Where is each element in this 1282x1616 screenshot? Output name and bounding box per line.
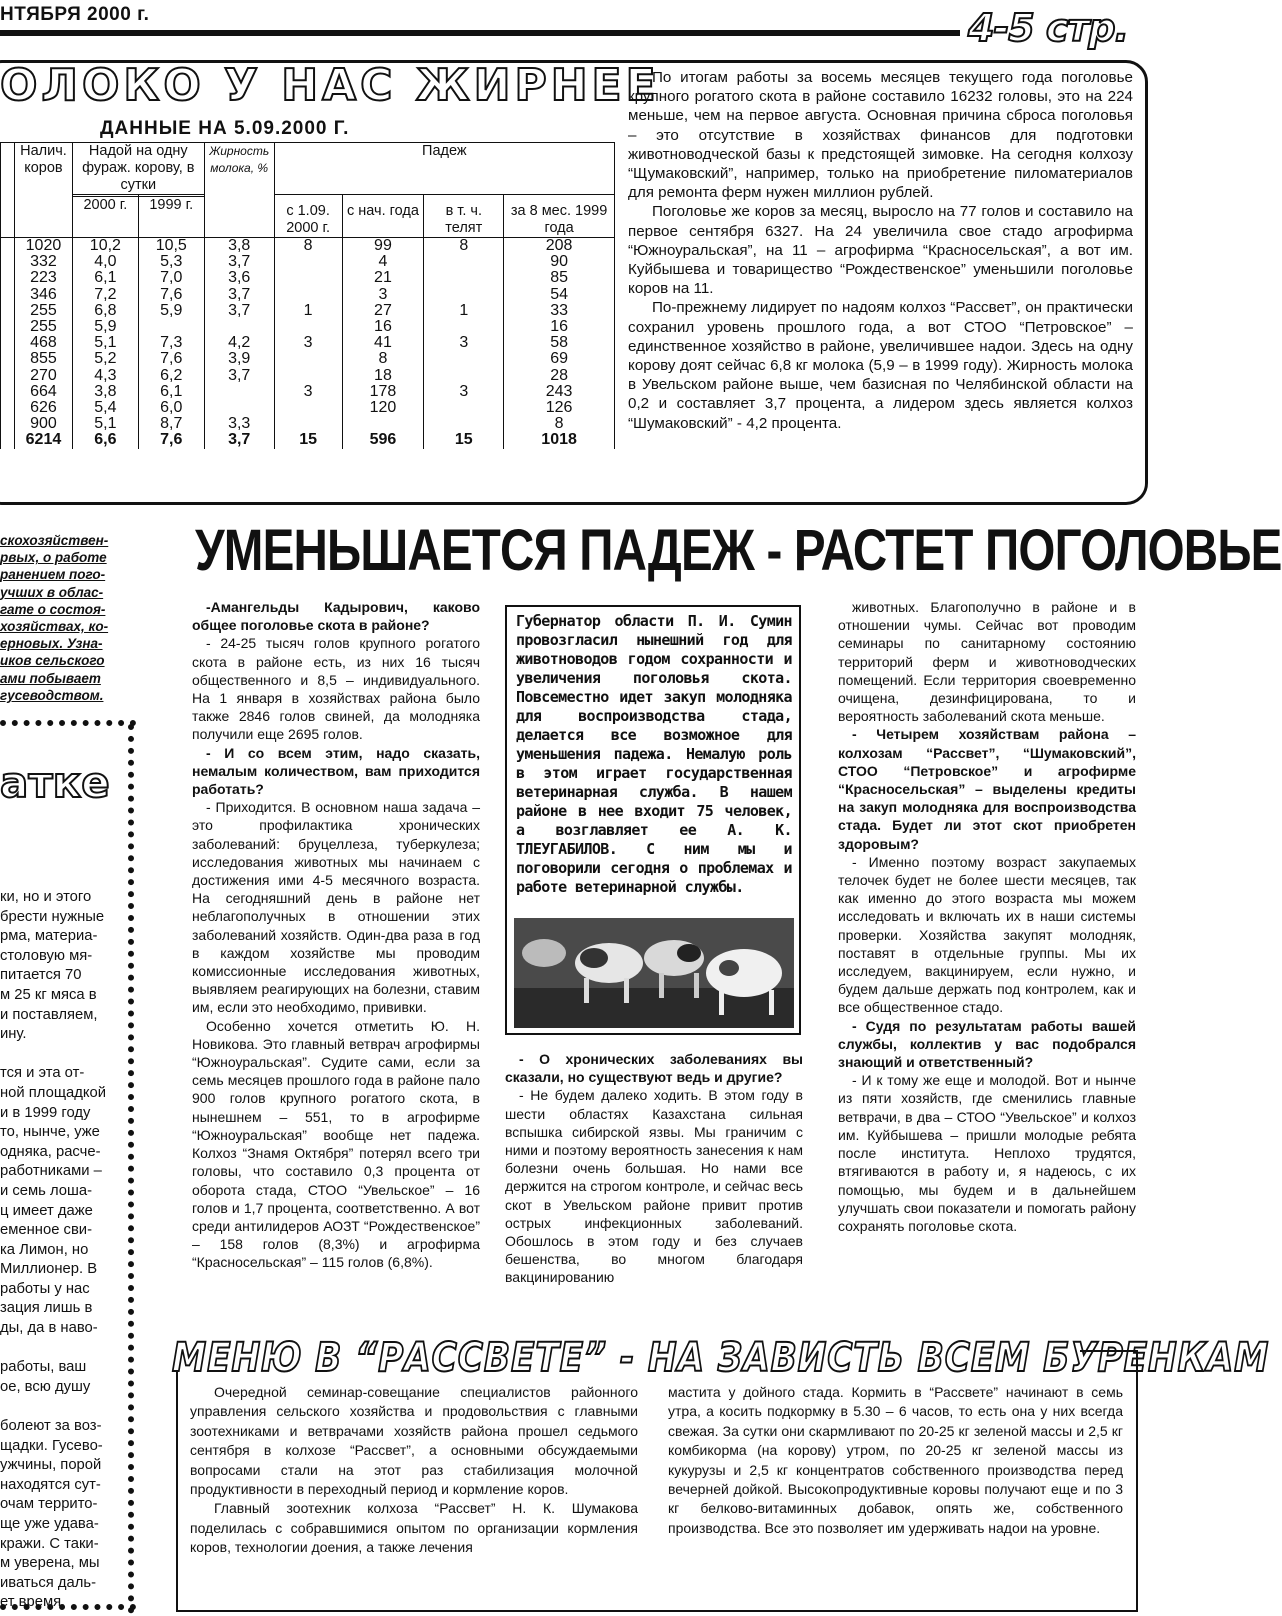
table-header-from-start: с нач. года [342,195,424,238]
table-cell [424,287,504,303]
table-cell: 33 [504,303,615,319]
interview-question: - О хронических заболеваниях вы сказали, но существуют ведь и другие? [505,1051,803,1086]
table-cell [204,384,274,400]
text-line: тся и эта от- [0,1065,85,1082]
table-cell: 3,7 [204,303,274,319]
table-cell: 58 [504,335,615,351]
paragraph: мастита у дойного стада. Кормить в “Рассвете” начинают в семь утра, а косить подкормку в 5.30 – 6 часов, то есть она у них всегда свежая. За сутки они скармливают по 20-25 кг зеленой массы и 2,5 кг комбикорма (на корову) утром, по 20-25 кг зеленой массы из кукурузы и 2,5 кг концентратов собственного производства перед вечерней дойкой. Высокопродуктивные коровы получают еще и по 3 кг белково-витаминных добавок, опять же, собственного производства. Все это позволяет им удерживать надои на уровне. [668,1384,1123,1536]
table-cell: 855 [14,351,72,367]
interview-answer: - И к тому же еще и молодой. Вот и нынче из пяти хозяйств, где сменились главные ветврачи, в два – СТОО “Увельское” и колхоз им. Куйбышева – пришли молодые ребята после института. Неплохо трудятся, втягиваются в работу и, я надеюсь, с их помощью, мы будем и в дальнейшем улучшать свои показатели и помогать району сохранять поголовье скота. [838,1072,1136,1234]
text-line: ды, да в наво- [0,1320,98,1337]
table-cell: 27 [342,303,424,319]
table-row [1,335,615,351]
table-title: ДАННЫЕ НА 5.09.2000 Г. [100,118,350,139]
interview-answer: - Именно поэтому возраст закупаемых телочек будет не более шести месяцев, так как именно до этого возраста мы можем исследовать и включать их в наши системы проверки. Хозяйства закупят молодняк, поставят в отдельные группы. Мы их исследуем, вакцинируем, если нужно, и будем дальше держать под контролем, как и все общественное стадо. [838,853,1136,1016]
table-cell: 8 [342,351,424,367]
text-line: ц имеет даже [0,1202,93,1219]
table-cell: 7,3 [138,335,204,351]
left-frame-border [0,720,136,726]
text-line: болеют за воз- [0,1418,102,1435]
table-total-cell: 15 [274,432,342,448]
text-line: работы у нас [0,1280,90,1297]
table-cell [342,416,424,432]
table-cell [274,287,342,303]
table-cell: 85 [504,270,615,286]
table-cell: 1 [274,303,342,319]
table-cell: 346 [14,287,72,303]
table-cell [274,319,342,335]
table-cell [274,254,342,270]
text-line: рма, материа- [0,928,98,945]
table-cell: 332 [14,254,72,270]
table-cell: 6,8 [72,303,138,319]
text-line: очам террито- [0,1496,98,1513]
table-cell: 3 [274,384,342,400]
table-cell: 178 [342,384,424,400]
table-total-row [1,432,615,448]
table-cell: 243 [504,384,615,400]
interview-question: - Четырем хозяйствам района – колхозам “Рассвет”, “Шумаковский”, СТОО “Петровское” и агрофирме “Красносельская” – выделены кредиты на закуп молодняка для воспроизводства стада. Будет ли этот скот приобретен здоровым? [838,726,1136,852]
menu-article-column-2 [668,1383,1123,1538]
table-cell [424,351,504,367]
dairy-stats-table [0,142,615,449]
text-line: ки, но и этого [0,889,92,905]
text-line [0,1397,124,1417]
text-line [0,1045,124,1065]
table-cell: 223 [14,270,72,286]
table-cell: 120 [342,400,424,416]
paragraph: Поголовье же коров за месяц, выросло на 77 голов и составило на первое сентября 6327. На 24 увеличила свое стадо агрофирма “Южноуральская”, на 11 – агрофирма “Красносельская”, а вот им. Куйбышева и товарищество “Рождественское” уменьшили поголовье коров на 11. [628,203,1133,298]
interview-answer: - Приходится. В основном наша задача – это профилактика хронических заболеваний: бруцеллеза, туберкулеза; исследования животных мы начинаем с достижения ими 4-5 месячного возраста. На сегодняшний день в районе нет неблагополучных в отношении этих заболеваний хозяйств. Один-два раза в год в каждом хозяйстве мы проводим комиссионные исследования животных, выявляем реагирующих на болезни, ставим им, если это необходимо, прививки. [192,799,480,1016]
table-cell [424,319,504,335]
table-cell: 3,7 [204,368,274,384]
text-line: ужчины, порой [0,1457,102,1474]
table-cell: 3 [274,335,342,351]
main-article-column-2 [505,1050,803,1287]
table-cell: 126 [504,400,615,416]
table-cell: 3,9 [204,351,274,367]
table-row [1,270,615,286]
table-header-since: с 1.09. 2000 г. [274,195,342,238]
table-cell: 5,3 [138,254,204,270]
text-line: м уверена, мы [0,1555,100,1572]
table-header-calves: в т. ч. телят [424,195,504,238]
text-line: ка Лимон, но [0,1241,89,1258]
table-cell: 5,9 [138,303,204,319]
paragraph: По-прежнему лидирует по надоям колхоз “Рассвет”, он практически сохранил уровень прошлого года, а вот СТОО “Петровское” – единственное хозяйство в районе, увеличившее надои. Здесь на одну корову доят сейчас 6,8 кг молока (5,9 – в 1999 году). Жирность молока в Увельском районе выше, чем базисная по Челябинской области на 0,2 и составляет 3,7 процента, а лидером здесь является колхоз “Шумаковский” - 4,2 процента. [628,299,1133,432]
cattle-photo [514,918,794,1028]
issue-date: НТЯБРЯ 2000 г. [0,4,150,25]
table-total-cell: 1018 [504,432,615,448]
table-cell: 7,6 [138,351,204,367]
interview-answer: Особенно хочется отметить Ю. Н. Новикова. Это главный ветврач агрофирмы “Южноуральская”. Судите сами, если за семь месяцев прошлого года в районе пало 900 голов крупного рогатого скота, в нынешнем – 551, то в агрофирме “Южноуральская” вообще нет падежа. Колхоз “Знамя Октября” потерял всего три головы, что составило 0,3 процента от оборота стада, СТОО “Увельское” – 16 голов и 1,7 процента, соответственно. А вот среди антилидеров АОЗТ “Рождественское” – 158 голов (8,3%) и агрофирма “Красносельская” – 115 голов (6,8%). [192,1017,480,1271]
table-cell: 18 [342,368,424,384]
table-cell: 5,1 [72,416,138,432]
table-row [1,254,615,270]
table-cell: 54 [504,287,615,303]
cattle-photo-image [514,918,794,1028]
main-article-column-1 [192,598,480,1272]
table-cell: 6,1 [72,270,138,286]
table-cell [204,319,274,335]
table-header-farm [1,143,15,238]
text-line: зация лишь в [0,1300,93,1317]
left-article-text [0,888,124,1613]
table-cell: 1020 [14,238,72,255]
text-line: еменное сви- [0,1222,92,1239]
table-cell: 99 [342,238,424,255]
table-cell: 3,7 [204,287,274,303]
text-line: иваться даль- [0,1574,97,1591]
table-row [1,319,615,335]
interview-answer: - Не будем далеко ходить. В этом году в шести областях Казахстана сильная вспышка сибирской язвы. Мы граничим с ними и поэтому вероятность занесения к нам болезни очень большая. Но нами все держится на строгом контроле, и сейчас весь скот в Увельском районе привит против острых инфекционных заболеваний. Обошлось в этом году и без случаев бешенства, во многом благодаря вакцинированию [505,1087,803,1286]
table-row [1,416,615,432]
table-cell [274,351,342,367]
table-cell: 3,8 [72,384,138,400]
table-header-loss: Падеж [274,143,614,195]
table-cell: 255 [14,303,72,319]
table-cell: 5,9 [72,319,138,335]
table-cell [274,400,342,416]
text-line: кражи. С таки- [0,1535,99,1552]
text-line: ще уже удава- [0,1516,99,1532]
table-cell: 7,6 [138,287,204,303]
table-cell: 900 [14,416,72,432]
table-cell: 28 [504,368,615,384]
interview-question: - И со всем этим, надо сказать, немалым количеством, вам приходится работать? [192,744,480,798]
text-line: ной площадкой [0,1084,106,1101]
table-row [1,384,615,400]
table-row [1,287,615,303]
table-total-cell: 15 [424,432,504,448]
text-line: столовую мя- [0,947,93,964]
table-cell: 8 [504,416,615,432]
table-cell: 16 [504,319,615,335]
table-cell [138,319,204,335]
table-cell: 1 [424,303,504,319]
table-header-yield: Надой на одну фураж. корову, в сутки [72,143,204,195]
table-row [1,400,615,416]
lead-text: Губернатор области П. И. Сумин провозгласил нынешний год для животноводов годом сохранности и увеличения поголовья скота. Повсеместно идет закуп молодняка для воспроизводства стада, делается все возможное для уменьшения падежа. Немалую роль в этом играет государственная ветеринарная служба. В нашем районе в нее входит 75 человек, а возглавляет ее А. К. ТЛЕУГАБИЛОВ. С ним мы и поговорили сегодня о проблемах и работе ветеринарной службы. [516,612,792,896]
table-cell: 5,1 [72,335,138,351]
table-cell: 41 [342,335,424,351]
table-cell [274,270,342,286]
interview-question: -Амангельды Кадырович, каково общее поголовье скота в районе? [192,599,480,634]
table-cell: 4,0 [72,254,138,270]
table-cell: 4,2 [204,335,274,351]
table-total-cell: 6214 [14,432,72,448]
table-cell: 3,3 [204,416,274,432]
table-cell: 468 [14,335,72,351]
menu-article-column-1 [190,1383,638,1558]
table-cell [424,400,504,416]
table-cell: 90 [504,254,615,270]
text-line: и в 1999 году [0,1104,91,1121]
table-cell: 10,5 [138,238,204,255]
table-cell: 6,2 [138,368,204,384]
table-cell: 10,2 [72,238,138,255]
menu-article-frame [1080,1350,1138,1372]
text-line: и поставляем, [0,1006,98,1023]
text-line: м 25 кг мяса в [0,986,97,1003]
table-cell: 3,6 [204,270,274,286]
text-line: ет время. [0,1594,66,1611]
table-cell: 4,3 [72,368,138,384]
page-numbers: 4-5 стр. [968,6,1129,50]
table-header-eight-months: за 8 мес. 1999 года [504,195,615,238]
text-line: одняка, расче- [0,1143,101,1160]
table-cell [424,368,504,384]
text-line: ое, всю душу [0,1378,91,1395]
table-cell: 3,8 [204,238,274,255]
table-total-cell: 7,6 [138,432,204,448]
text-line: и семь лоша- [0,1182,93,1199]
table-cell [274,416,342,432]
header-rule [0,30,960,36]
paragraph: По итогам работы за восемь месяцев текущего года поголовье крупного рогатого скота в районе составило 16232 головы, это на 224 меньше, чем на первое августа. Основная причина сброса поголовья – это отсутствие в хозяйствах финансов для подготовки животноводческой базы к предстоящей зимовке. На сегодня колхозу “Щумаковский”, например, только на приобретение пиломатериалов для ремонта ферм нужен миллион рублей. [628,69,1133,202]
table-row [1,238,615,255]
paragraph: Очередной семинар-совещание специалистов районного управления сельского хозяйства и продовольствия с главными зоотехниками и ветврачами хозяйств района прошел седьмого сентября в колхозе “Рассвет”, а основными обсуждаемыми вопросами стали на этот раз стабилизация молочной продуктивности в переходный период и кормление коров. [190,1384,638,1498]
left-article-headline: атке [0,758,110,807]
text-line: ину. [0,1026,27,1043]
interview-question: - Судя по результатам работы вашей службы, коллектив у вас подобрался знающий и ответственный? [838,1017,1136,1071]
text-line: работы, ваш [0,1359,87,1376]
left-frame-border [128,724,134,1614]
table-cell: 7,2 [72,287,138,303]
main-article-headline: УМЕНЬШАЕТСЯ ПАДЕЖ - РАСТЕТ ПОГОЛОВЬЕ [195,518,1282,583]
text-line: находятся сут- [0,1476,101,1493]
text-line: то, нынче, уже [0,1124,100,1141]
table-cell: 208 [504,238,615,255]
table-cell [424,254,504,270]
table-total-cell: 3,7 [204,432,274,448]
table-cell: 69 [504,351,615,367]
table-cell: 3 [424,384,504,400]
text-line: брести нужные [0,908,105,925]
table-cell: 255 [14,319,72,335]
table-total-cell: 596 [342,432,424,448]
text-line: Миллионер. В [0,1261,98,1278]
table-cell [204,400,274,416]
text-line: работниками – [0,1163,102,1180]
left-promo-teaser: скохозяйствен- рвых, о работе ранением пого- учших в облас- гате о состоя- хозяйствах, ко- ерновых. Узна- иков сельского ами побывает гусеводством. [0,533,109,703]
table-header-1999: 1999 г. [138,197,204,238]
table-cell: 270 [14,368,72,384]
table-header-cows: Налич. коров [14,143,72,238]
table-cell: 664 [14,384,72,400]
table-cell: 3 [342,287,424,303]
table-cell [424,270,504,286]
table-cell: 16 [342,319,424,335]
table-cell: 7,0 [138,270,204,286]
table-row [1,368,615,384]
table-cell [424,416,504,432]
table-cell: 8 [424,238,504,255]
table-cell: 6,1 [138,384,204,400]
table-header-2000: 2000 г. [72,197,138,238]
table-cell [274,368,342,384]
milk-article-headline: ОЛОКО У НАС ЖИРНЕЕ [0,60,660,111]
table-cell: 5,4 [72,400,138,416]
table-row [1,303,615,319]
table-cell: 4 [342,254,424,270]
table-cell: 3 [424,335,504,351]
table-cell: 21 [342,270,424,286]
table-total-cell: 6,6 [72,432,138,448]
text-line: питается 70 [0,967,82,984]
table-row [1,351,615,367]
table-cell: 8,7 [138,416,204,432]
paragraph: Главный зоотехник колхоза “Рассвет” Н. К. Шумакова поделилась с собравшимися опытом по организации кормления коров, технологии доения, а также лечения [190,1500,638,1556]
milk-article-text [628,68,1133,433]
text-line [0,1339,124,1359]
table-cell: 3,7 [204,254,274,270]
interview-answer: - 24-25 тысяч голов крупного рогатого скота в районе есть, из них 16 тысяч общественного и 8,5 – индивидуального. На 1 января в хозяйствах района было также 2846 голов свиней, да молодняка получили еще 2695 голов. [192,635,480,743]
table-cell: 8 [274,238,342,255]
text-line: щадки. Гусево- [0,1437,103,1454]
table-cell: 626 [14,400,72,416]
table-cell: 5,2 [72,351,138,367]
table-header-fat: Жирность молока, % [204,143,274,238]
main-article-column-3 [838,598,1136,1235]
menu-article-headline: МЕНЮ В “РАССВЕТЕ” - НА ЗАВИСТЬ ВСЕМ БУРЕНКАМ [172,1335,1270,1381]
interview-answer: животных. Благополучно в районе и в отношении чумы. Сейчас вот проводим семинары по санитарному состоянию территорий ферм и животноводческих помещений. Если территория своевременно очищена, дезинфицирована, то и вероятность заболеваний скота меньше. [838,599,1136,725]
table-cell: 6,0 [138,400,204,416]
